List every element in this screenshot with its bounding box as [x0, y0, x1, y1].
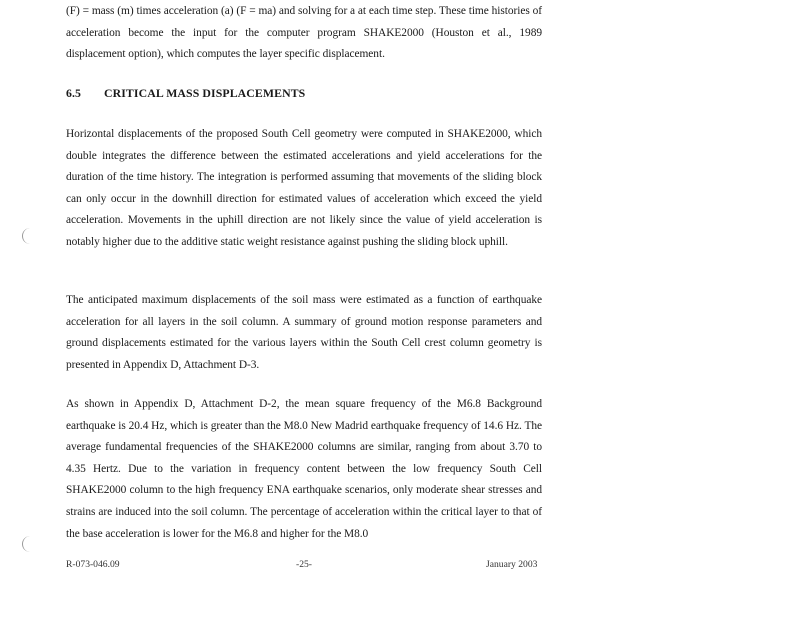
- footer-page-number: -25-: [296, 559, 312, 570]
- section-title: CRITICAL MASS DISPLACEMENTS: [104, 86, 306, 100]
- paragraph-anticipated-displacements: The anticipated maximum displacements of the soil mass were estimated as a function of earthquake acceleration for all layers in the soil column. A summary of ground motion response parameters and ground displacements estimated for the various layers within the South Cell crest column geometry is presented in Appendix D, Attachment D-3.: [66, 294, 542, 371]
- intro-paragraph: (F) = mass (m) times acceleration (a) (F = ma) and solving for a at each time step. These time histories of acceleration become the input for the computer program SHAKE2000 (Houston et al., 1989 displacement option), which computes the layer specific displacement.: [66, 5, 542, 61]
- hole-punch-mark: [22, 536, 33, 552]
- footer-date: January 2003: [486, 559, 538, 570]
- paragraph-horizontal-displacements: Horizontal displacements of the proposed South Cell geometry were computed in SHAKE2000, which double integrates the difference between the estimated accelerations and yield accelerations for the duration of the time history. The integration is performed assuming that movements of the sliding block can only occur in the downhill direction for estimated values of acceleration which exceed the yield acceleration. Movements in the uphill direction are not likely since the value of yield acceleration is notably higher due to the additive static weight resistance against pushing the sliding block uphill.: [66, 128, 542, 248]
- paragraph-frequency-content: As shown in Appendix D, Attachment D-2, the mean square frequency of the M6.8 Background earthquake is 20.4 Hz, which is greater than the M8.0 New Madrid earthquake frequency of 14.6 Hz. The average fundamental frequencies of the SHAKE2000 columns are similar, ranging from about 3.70 to 4.35 Hertz. Due to the variation in frequency content between the low frequency South Cell SHAKE2000 column to the high frequency ENA earthquake scenarios, only moderate shear stresses and strains are induced into the soil column. The percentage of acceleration within the critical layer to that of the base acceleration is lower for the M6.8 and higher for the M8.0: [66, 398, 542, 540]
- hole-punch-mark: [22, 228, 33, 244]
- section-heading: [66, 86, 305, 101]
- footer-doc-number: R-073-046.09: [66, 559, 120, 570]
- section-number: 6.5: [66, 86, 82, 100]
